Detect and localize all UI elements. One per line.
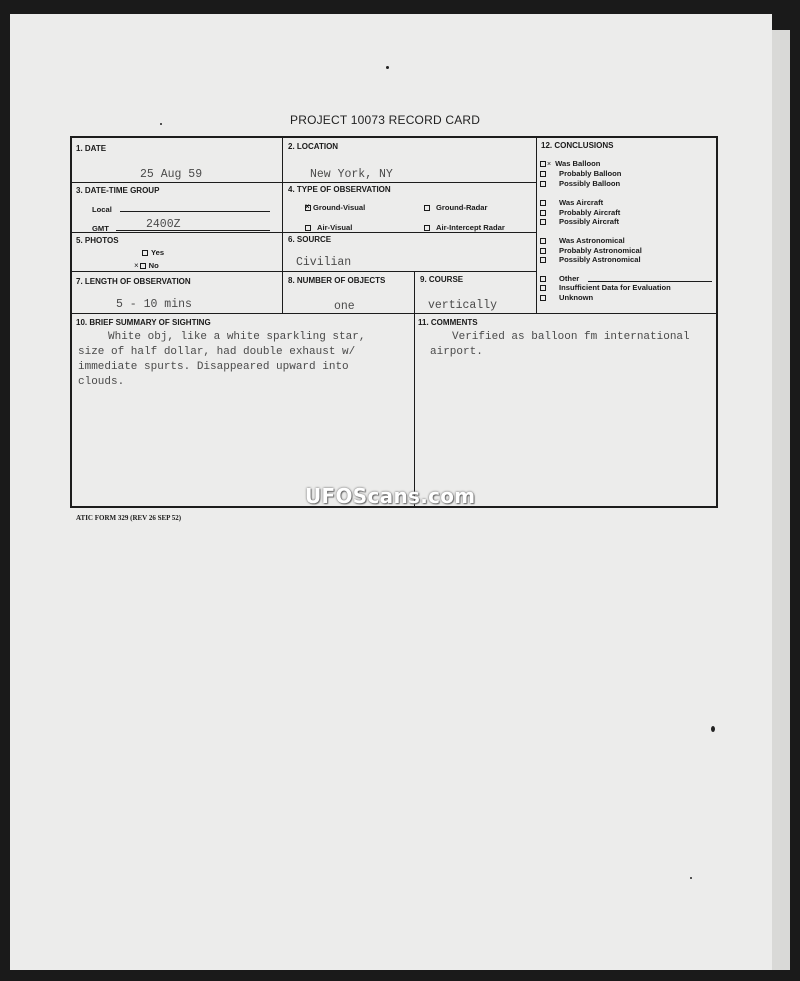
checkbox-icon[interactable] [540,210,546,216]
conclusion-probably-astronomical[interactable]: Probably Astronomical [540,246,642,255]
summary-label: 10. BRIEF SUMMARY OF SIGHTING [76,318,211,327]
other-line [588,281,712,282]
checkbox-icon[interactable] [540,276,546,282]
summary-line: immediate spurts. Disappeared upward into [78,361,349,373]
dtg-gmt-label: GMT [92,224,109,233]
type-option-ground-radar[interactable]: Ground-Radar [424,203,487,212]
paper-edge [772,30,790,970]
checkbox-checked-icon[interactable] [140,263,146,269]
conclusion-possibly-balloon[interactable]: Possibly Balloon [540,179,620,188]
check-mark-icon: × [547,161,552,168]
row-line-1 [71,182,537,183]
objects-label: 8. NUMBER OF OBJECTS [288,276,386,285]
dtg-local-label: Local [92,205,112,214]
conclusion-possibly-aircraft[interactable]: Possibly Aircraft [540,217,619,226]
conclusion-probably-aircraft[interactable]: Probably Aircraft [540,208,620,217]
checkbox-icon[interactable] [540,295,546,301]
length-value: 5 - 10 mins [116,298,192,311]
divider-conclusions [536,137,537,313]
check-mark-icon: × [134,261,139,270]
comments-text [430,330,720,360]
row-line-3 [71,271,537,272]
type-label: 4. TYPE OF OBSERVATION [288,185,391,194]
checkbox-icon[interactable] [142,250,148,256]
comments-line: Verified as balloon fm international [452,331,690,343]
date-label: 1. DATE [76,144,107,153]
summary-line: clouds. [78,376,125,388]
summary-line: size of half dollar, had double exhaust w/ [78,346,356,358]
source-label: 6. SOURCE [288,235,332,244]
checkbox-icon[interactable] [540,257,546,263]
course-label: 9. COURSE [420,275,464,284]
summary-text [78,330,414,390]
scan-speck [386,66,389,69]
scan-speck [160,123,162,125]
row-line-4 [71,313,717,314]
comments-line: airport. [430,346,483,358]
checkbox-icon[interactable] [424,205,430,211]
divider-course [414,271,415,507]
dtg-gmt-line [116,230,270,231]
type-option-ground-visual[interactable]: × Ground-Visual [305,202,366,212]
conclusion-was-aircraft[interactable]: Was Aircraft [540,198,603,207]
conclusion-possibly-astronomical[interactable]: Possibly Astronomical [540,255,641,264]
checkbox-icon[interactable] [424,225,430,231]
location-label: 2. LOCATION [288,142,339,151]
checkbox-icon[interactable] [540,171,546,177]
checkbox-checked-icon[interactable]: × [305,202,310,211]
conclusion-unknown[interactable]: Unknown [540,293,593,302]
checkbox-icon[interactable] [540,248,546,254]
conclusion-was-balloon[interactable]: × Was Balloon [540,159,600,168]
course-value: vertically [428,299,498,312]
summary-line: White obj, like a white sparkling star, [108,331,366,343]
checkbox-icon[interactable] [540,219,546,225]
checkbox-checked-icon[interactable] [540,161,546,167]
row-line-2 [71,232,537,233]
checkbox-icon[interactable] [540,238,546,244]
type-option-air-intercept-radar[interactable]: Air-Intercept Radar [424,223,505,232]
conclusion-was-astronomical[interactable]: Was Astronomical [540,236,625,245]
dtg-gmt-value: 2400Z [146,218,181,231]
watermark: UFOScans.com [305,484,476,508]
photos-label: 5. PHOTOS [76,236,119,245]
type-option-air-visual[interactable]: Air-Visual [305,223,352,232]
length-label: 7. LENGTH OF OBSERVATION [76,277,191,286]
conclusion-insufficient-data[interactable]: Insufficient Data for Evaluation [540,283,671,292]
comments-label: 11. COMMENTS [418,318,478,327]
checkbox-icon[interactable] [305,225,311,231]
checkbox-icon[interactable] [540,181,546,187]
source-value: Civilian [296,256,352,269]
objects-value: one [334,300,355,313]
scan-speck [711,726,715,732]
form-footer: ATIC FORM 329 (REV 26 SEP 52) [76,514,182,522]
scan-speck [690,877,692,879]
photos-option-no[interactable]: × No [134,261,159,270]
divider-middle [282,137,283,313]
date-value: 25 Aug 59 [140,168,203,181]
conclusions-label: 12. CONCLUSIONS [541,141,614,150]
checkbox-icon[interactable] [540,200,546,206]
dtg-local-line [120,211,270,212]
dtg-label: 3. DATE-TIME GROUP [76,186,160,195]
conclusion-probably-balloon[interactable]: Probably Balloon [540,169,621,178]
checkbox-icon[interactable] [540,285,546,291]
conclusion-other[interactable]: Other [540,274,579,283]
photos-option-yes[interactable]: Yes [142,248,164,257]
page-title: PROJECT 10073 RECORD CARD [290,113,481,127]
location-value: New York, NY [310,168,393,181]
